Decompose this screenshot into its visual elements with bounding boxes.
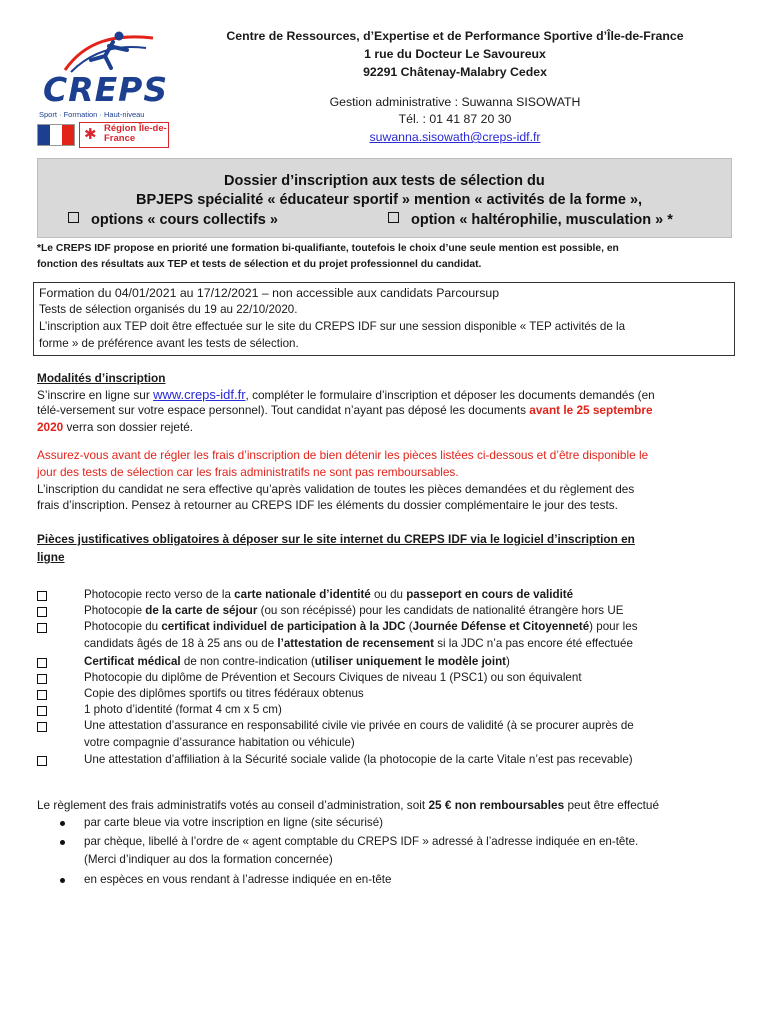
checkbox-icon[interactable] [37, 674, 47, 684]
option-cours-collectifs[interactable] [68, 212, 278, 228]
warning-line-1: Assurez-vous avant de régler les frais d’inscription de bien détenir les pièces listées ci-dessous et d’être disponible le [37, 448, 649, 462]
modalites-p1-line2: télé-versement sur votre espace personnel). Tout candidat n’ayant pas déposé les documents avant le 25 septembre [37, 403, 653, 417]
creps-website-link[interactable]: www.creps-idf.fr [153, 387, 246, 402]
french-republic-flag-icon [37, 124, 75, 146]
formation-dates: Formation du 04/01/2021 au 17/12/2021 – non accessible aux candidats Parcoursup [39, 286, 500, 300]
piece-item-continued: candidats âgés de 18 à 25 ans ou de l’attestation de recensement si la JDC n’a pas encore été effectuée [84, 637, 633, 650]
effective-line-1: L’inscription du candidat ne sera effective qu’après validation de toutes les pièces demandées et du règlement des [37, 482, 635, 496]
pieces-heading-2: ligne [37, 550, 65, 564]
deadline: avant le 25 septembre [529, 403, 653, 417]
checkbox-icon[interactable] [37, 623, 47, 633]
address-line-1: 1 rue du Docteur Le Savoureux [364, 47, 546, 61]
bullet-icon [60, 840, 65, 845]
pieces-heading-1: Pièces justificatives obligatoires à déposer sur le site internet du CREPS IDF via le logiciel d’inscription en [37, 532, 635, 546]
admin-contact: Gestion administrative : Suwanna SISOWATH [329, 95, 581, 109]
bullet-icon [60, 878, 65, 883]
checkbox-icon[interactable] [68, 212, 79, 223]
note-line-2: fonction des résultats aux TEP et tests de sélection et du projet professionnel du candidat. [37, 259, 482, 270]
checkbox-icon[interactable] [37, 706, 47, 716]
warning-line-2: jour des tests de sélection car les frais administratifs ne sont pas remboursables. [37, 465, 459, 479]
creps-wordmark: CREPS [43, 70, 169, 109]
checkbox-icon[interactable] [37, 658, 47, 668]
option-label: options « cours collectifs » [91, 212, 278, 228]
modalites-p1-line3: 2020 verra son dossier rejeté. [37, 420, 194, 434]
bullet-icon [60, 821, 65, 826]
note-line-1: *Le CREPS IDF propose en priorité une formation bi-qualifiante, toutefois le choix d’une seule mention est possible, en [37, 243, 619, 254]
title-line-1: Dossier d’inscription aux tests de sélection du [224, 173, 545, 189]
checkbox-icon[interactable] [388, 212, 399, 223]
formation-info-box [33, 282, 735, 356]
test-dates: Tests de sélection organisés du 19 au 22/10/2020. [39, 303, 298, 316]
option-label: option « haltérophilie, musculation » * [411, 212, 673, 228]
tep-info-1: L’inscription aux TEP doit être effectuée sur le site du CREPS IDF sur une session disponible « TEP activités de la [39, 320, 626, 333]
piece-item-continued: votre compagnie d’assurance habitation ou véhicule) [84, 736, 355, 749]
region-label: Région Île-de-France [104, 123, 167, 144]
checkbox-icon[interactable] [37, 690, 47, 700]
org-name: Centre de Ressources, d’Expertise et de Performance Sportive d’Île-de-France [226, 29, 684, 43]
checkbox-icon[interactable] [37, 722, 47, 732]
creps-tagline: Sport · Formation · Haut-niveau [39, 110, 145, 119]
checkbox-icon[interactable] [37, 756, 47, 766]
email-link[interactable]: suwanna.sisowath@creps-idf.fr [369, 130, 541, 144]
checkbox-icon[interactable] [37, 591, 47, 601]
region-star-icon: ✱ [84, 126, 97, 143]
title-box [37, 158, 732, 238]
title-line-2: BPJEPS spécialité « éducateur sportif » mention « activités de la forme », [136, 192, 643, 208]
tep-info-2: forme » de préférence avant les tests de sélection. [39, 337, 299, 350]
address-line-2: 92291 Châtenay-Malabry Cedex [363, 65, 547, 79]
modalites-heading: Modalités d’inscription [37, 371, 166, 385]
creps-logo [33, 30, 169, 148]
phone-number: Tél. : 01 41 87 20 30 [398, 112, 512, 126]
modalites-p1-line1: S’inscrire en ligne sur www.creps-idf.fr, compléter le formulaire d’inscription et déposer les documents demandés (en [37, 387, 655, 402]
payment-intro: Le règlement des frais administratifs votés au conseil d’administration, soit 25 € non remboursables peut être effectué [37, 798, 660, 812]
region-idf-logo [79, 122, 169, 148]
checkbox-icon[interactable] [37, 607, 47, 617]
option-halterophilie[interactable] [388, 212, 673, 228]
effective-line-2: frais d’inscription. Pensez à retourner au CREPS IDF les éléments du dossier complémentaire le jour des tests. [37, 498, 618, 512]
